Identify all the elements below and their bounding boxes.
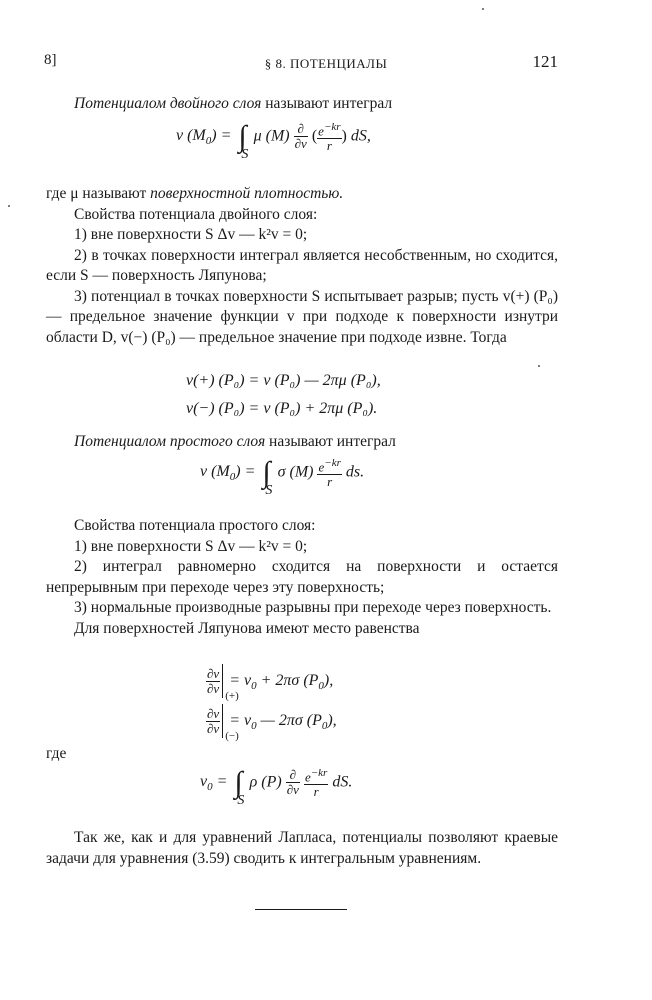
term-double-layer: Потенциалом двойного слоя	[74, 95, 262, 112]
running-title: § 8. ПОТЕНЦИАЛЫ	[264, 56, 388, 71]
scan-speck	[8, 205, 10, 207]
formula-v0: $v_0$ = ∫ S ρ (P) $\frac{\partial}{\partial\nu}$ $\frac{e^{-kr}}{r}$ dS.	[200, 765, 353, 808]
page-number: 121	[532, 52, 558, 71]
paragraph-block-1: где μ называют поверхностной плотностью. Свойства потенциала двойного слоя: 1) вне поверхности S Δv — k²v = 0; 2) в точках поверхности интеграл является несобственным, но сходится, если S — поверхность Ляпунова; 3) потенциал в точках поверхности S испытывает разрыв; пусть v(+) (P₀) — предельное значение функции v при подходе к поверхности изнутри области D, v(−) (P₀) — предельное значение при подходе извне. Тогда	[46, 184, 558, 348]
paragraph-block-2	[46, 516, 558, 639]
property-1-double: 1) вне поверхности S Δv — k²v = 0;	[74, 226, 308, 243]
term-surface-density: поверхностной плотностью.	[150, 185, 344, 202]
paragraph-closing: Так же, как и для уравнений Лапласа, потенциалы позволяют краевые задачи для уравнения (3.59) сводить к интегральным уравнениям.	[46, 829, 558, 867]
section-number: 8]	[44, 52, 57, 68]
property-3-double: 3) потенциал в точках поверхности S испытывает разрыв; пусть v(+) (P₀) — предельное значение функции v при подходе к поверхности изнутри области D, v(−) (P₀) — предельное значение при подходе извне. Тогда	[46, 287, 558, 346]
term-single-layer: Потенциалом простого слоя	[74, 433, 266, 450]
formula-single-layer: v $(M_0)$ = ∫ S σ (M) $\frac{e^{-kr}}{r}$ ds.	[200, 455, 365, 498]
paragraph-single-layer-def: Потенциалом простого слоя называют интеграл	[74, 433, 396, 450]
formula-jump-plus: v(+) (P₀) = v (P₀) — 2πμ (P₀),	[186, 372, 381, 389]
paragraph-double-layer-def: Потенциалом двойного слоя называют интеграл	[74, 95, 393, 112]
paragraph-where: где	[46, 745, 67, 762]
scan-speck	[482, 8, 484, 10]
formula-double-layer: v $(M_0)$ = ∫ S μ (M) $\frac{\partial}{\partial\nu}$ ( $\frac{e^{-kr}}{r}$ ) dS,	[176, 119, 371, 162]
formula-deriv-minus: $\frac{\partial v}{\partial\nu}$ (−) = $v_0$ — 2πσ $(P_0)$,	[207, 705, 337, 742]
paragraph-props-single: Свойства потенциала простого слоя:	[74, 517, 316, 534]
end-rule	[255, 909, 347, 910]
property-3-single: 3) нормальные производные разрывны при переходе через поверхность.	[74, 599, 552, 616]
scan-speck	[538, 365, 540, 367]
integral-sign-2: ∫ S	[262, 455, 273, 498]
integral-sign-3: ∫ S	[234, 765, 245, 808]
property-2-double: 2) в точках поверхности интеграл является несобственным, но сходится, если S — поверхность Ляпунова;	[46, 246, 558, 284]
formula-text-1: v $(M_0)$ =	[176, 127, 232, 148]
integral-sign: ∫ S	[238, 119, 249, 162]
property-2-single: 2) интеграл равномерно сходится на поверхности и остается непрерывным при переходе через эту поверхность;	[46, 558, 558, 596]
property-1-single: 1) вне поверхности S Δv — k²v = 0;	[74, 537, 308, 555]
paragraph-props-double: Свойства потенциала двойного слоя:	[74, 205, 318, 223]
formula-deriv-plus: $\frac{\partial v}{\partial\nu}$ (+) = $v_0 + 2\pi\sigma$ $(P_0)$,	[207, 665, 334, 702]
formula-jump-minus: v(−) (P₀) = v (P₀) + 2πμ (P₀).	[186, 400, 378, 417]
paragraph-lyapunov: Для поверхностей Ляпунова имеют место равенства	[74, 619, 420, 637]
